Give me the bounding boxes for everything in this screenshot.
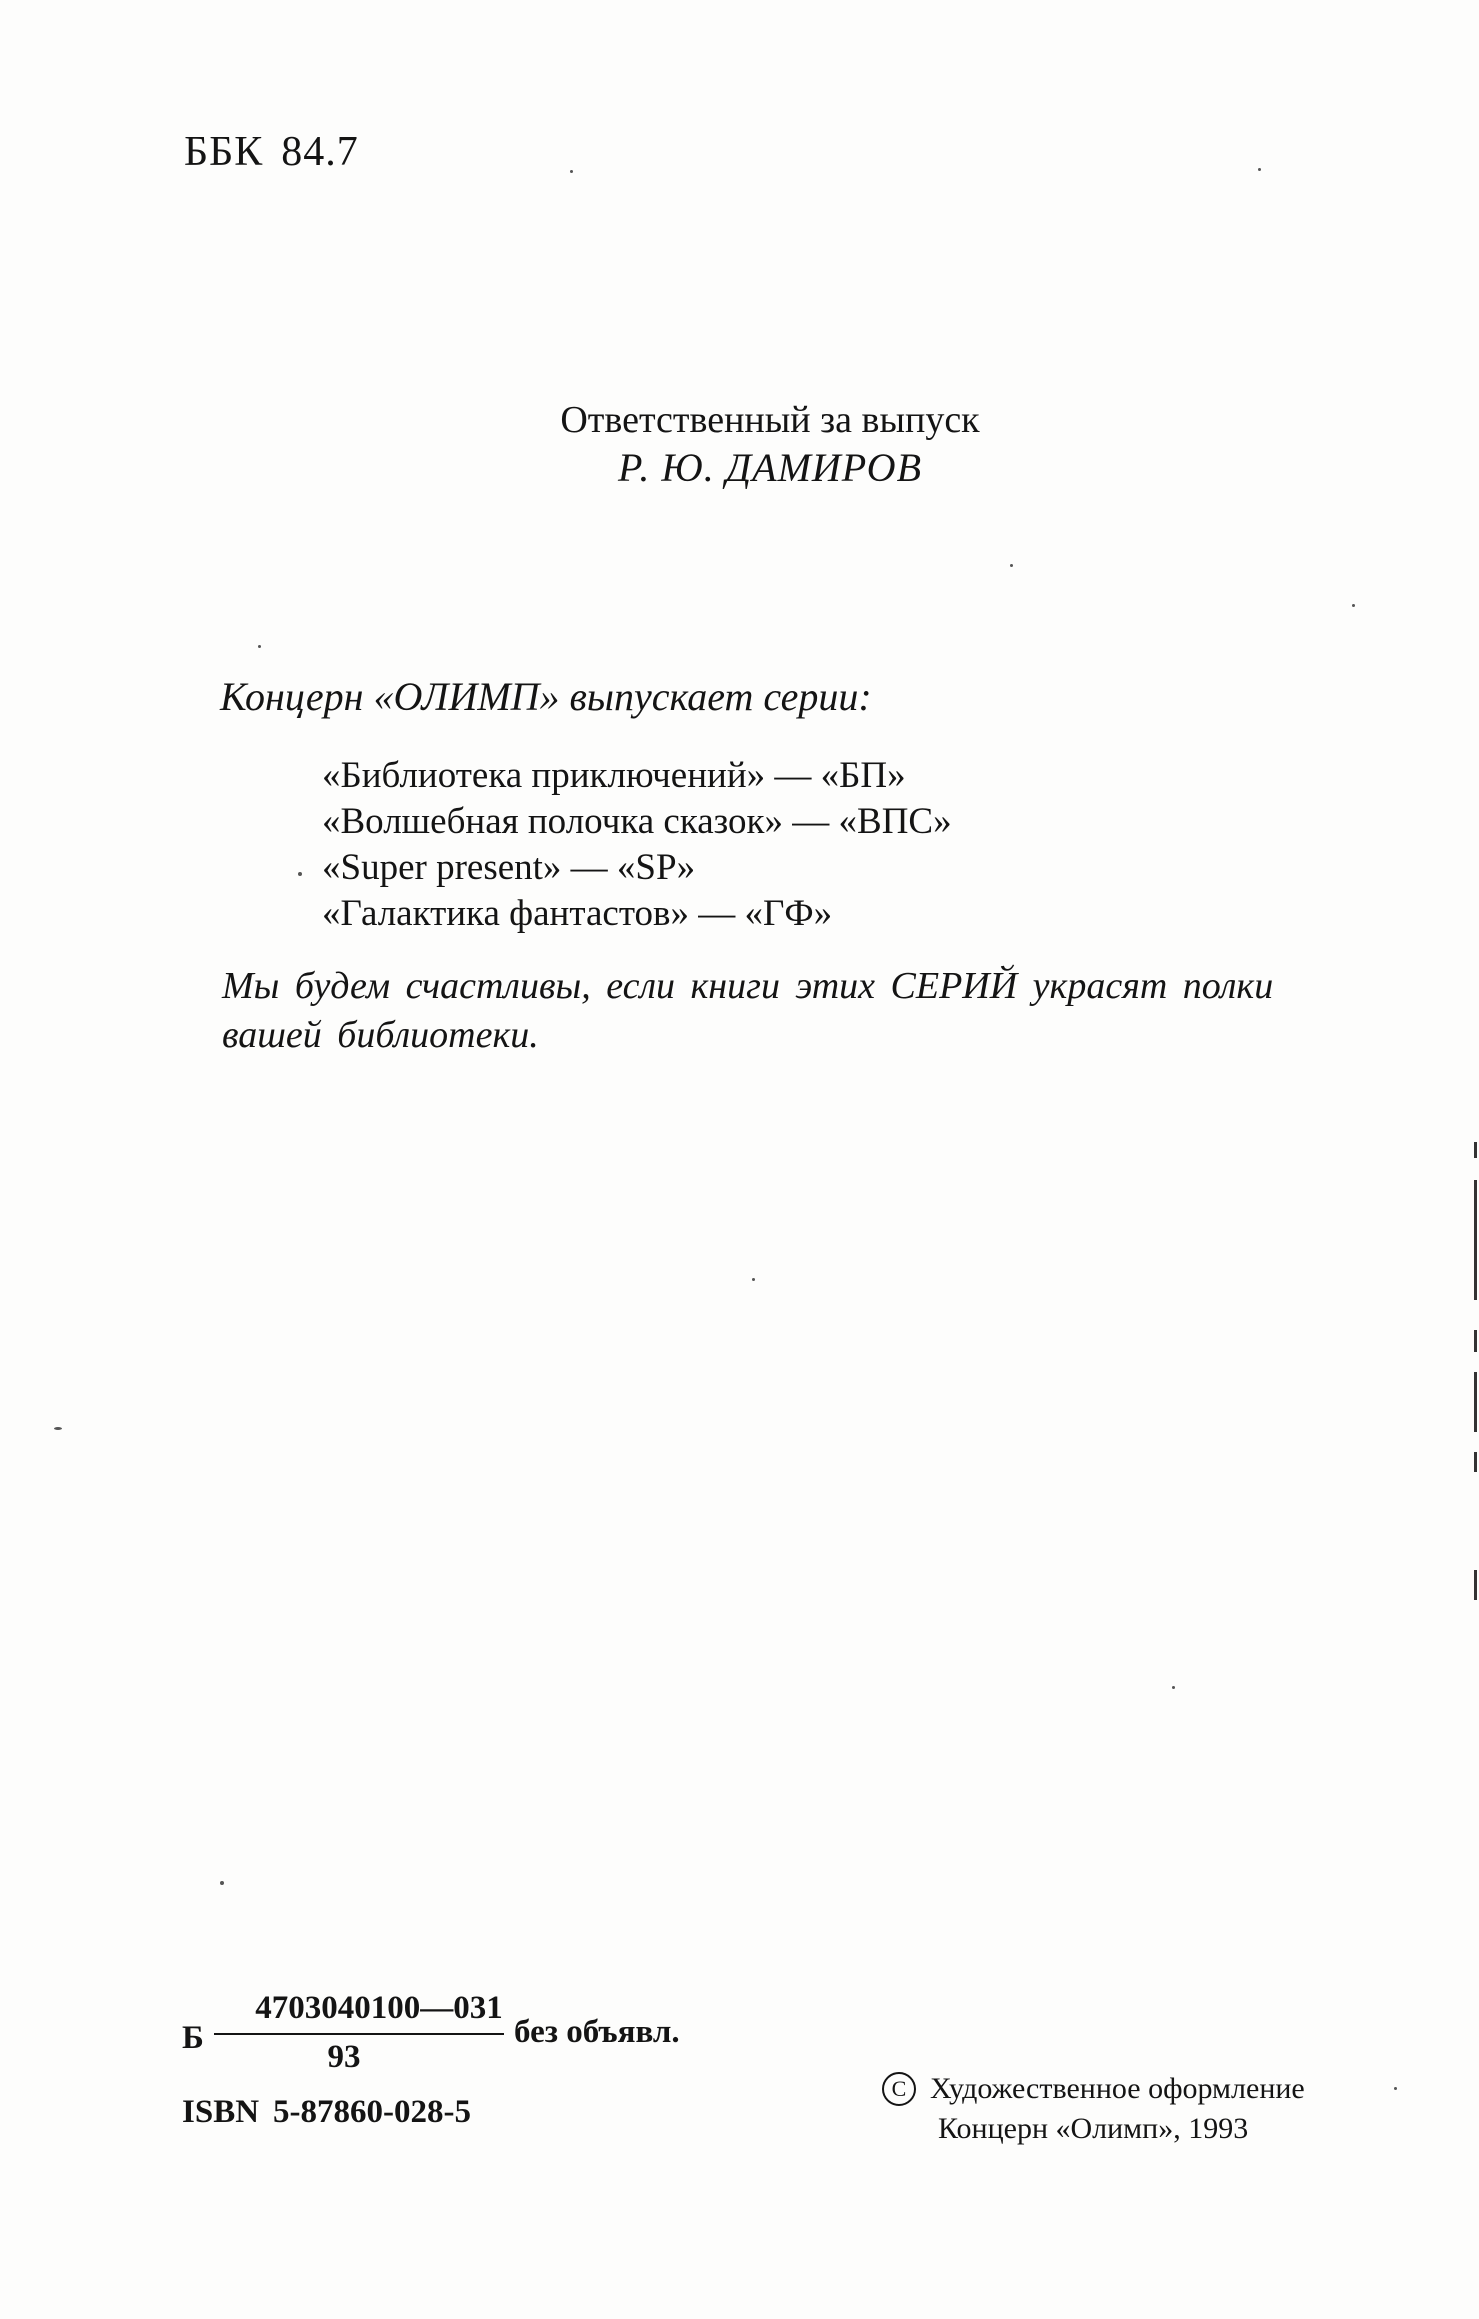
scan-speck bbox=[220, 1881, 224, 1885]
scan-speck bbox=[1394, 2087, 1397, 2090]
bbk-code: 84.7 bbox=[281, 129, 359, 175]
scan-speck bbox=[54, 1427, 62, 1430]
isbn-number: 5-87860-028-5 bbox=[273, 2094, 472, 2130]
isbn-line bbox=[182, 2094, 471, 2131]
scan-speck bbox=[1010, 564, 1013, 567]
scan-speck bbox=[298, 872, 302, 876]
series-intro: Концерн «ОЛИМП» выпускает серии: bbox=[220, 674, 872, 719]
copyright-icon: C bbox=[882, 2072, 916, 2106]
fraction-divider bbox=[214, 2033, 504, 2035]
copyright-line-1 bbox=[882, 2069, 1305, 2109]
scan-edge-mark bbox=[1474, 1180, 1477, 1300]
catalog-index-numerator: 4703040100—031 bbox=[255, 1990, 503, 2026]
responsible-name: Р. Ю. ДАМИРОВ bbox=[617, 445, 923, 490]
scan-speck bbox=[1352, 604, 1355, 607]
isbn-label: ISBN bbox=[182, 2094, 260, 2130]
scan-speck bbox=[258, 645, 261, 648]
copyright-block bbox=[882, 2069, 1305, 2149]
catalog-index-note: без объявл. bbox=[514, 2014, 680, 2050]
series-item: «Волшебная полочка сказок» — «ВПС» bbox=[322, 801, 952, 842]
responsible-label: Ответственный за выпуск bbox=[560, 399, 980, 441]
copyright-text-1: Художественное оформление bbox=[930, 2072, 1305, 2105]
closing-statement: Мы будем счастливы, если книги этих СЕРИЙ украсят полки вашей библиотеки. bbox=[222, 965, 1274, 1056]
scan-speck bbox=[1172, 1686, 1175, 1689]
series-item: «Галактика фантастов» — «ГФ» bbox=[322, 893, 833, 934]
catalog-index-fraction bbox=[214, 1990, 504, 2076]
series-item: «Библиотека приключений» — «БП» bbox=[322, 755, 906, 796]
scan-edge-mark bbox=[1474, 1570, 1477, 1600]
scan-edge-mark bbox=[1474, 1142, 1477, 1158]
copyright-line-2: Концерн «Олимп», 1993 bbox=[938, 2112, 1249, 2145]
scan-edge-mark bbox=[1474, 1452, 1477, 1472]
scan-edge-mark bbox=[1474, 1330, 1477, 1352]
series-list bbox=[322, 753, 952, 937]
scan-speck bbox=[752, 1278, 755, 1281]
scan-edge-mark bbox=[1474, 1372, 1477, 1432]
scan-speck bbox=[570, 170, 573, 173]
bbk-classification bbox=[184, 128, 359, 176]
series-item: «Super present» — «SP» bbox=[322, 847, 696, 888]
catalog-index-denominator: 93 bbox=[327, 2039, 361, 2075]
scan-speck bbox=[1258, 168, 1261, 171]
catalog-index-prefix: Б bbox=[182, 2020, 204, 2056]
bbk-label: ББК bbox=[184, 129, 264, 175]
